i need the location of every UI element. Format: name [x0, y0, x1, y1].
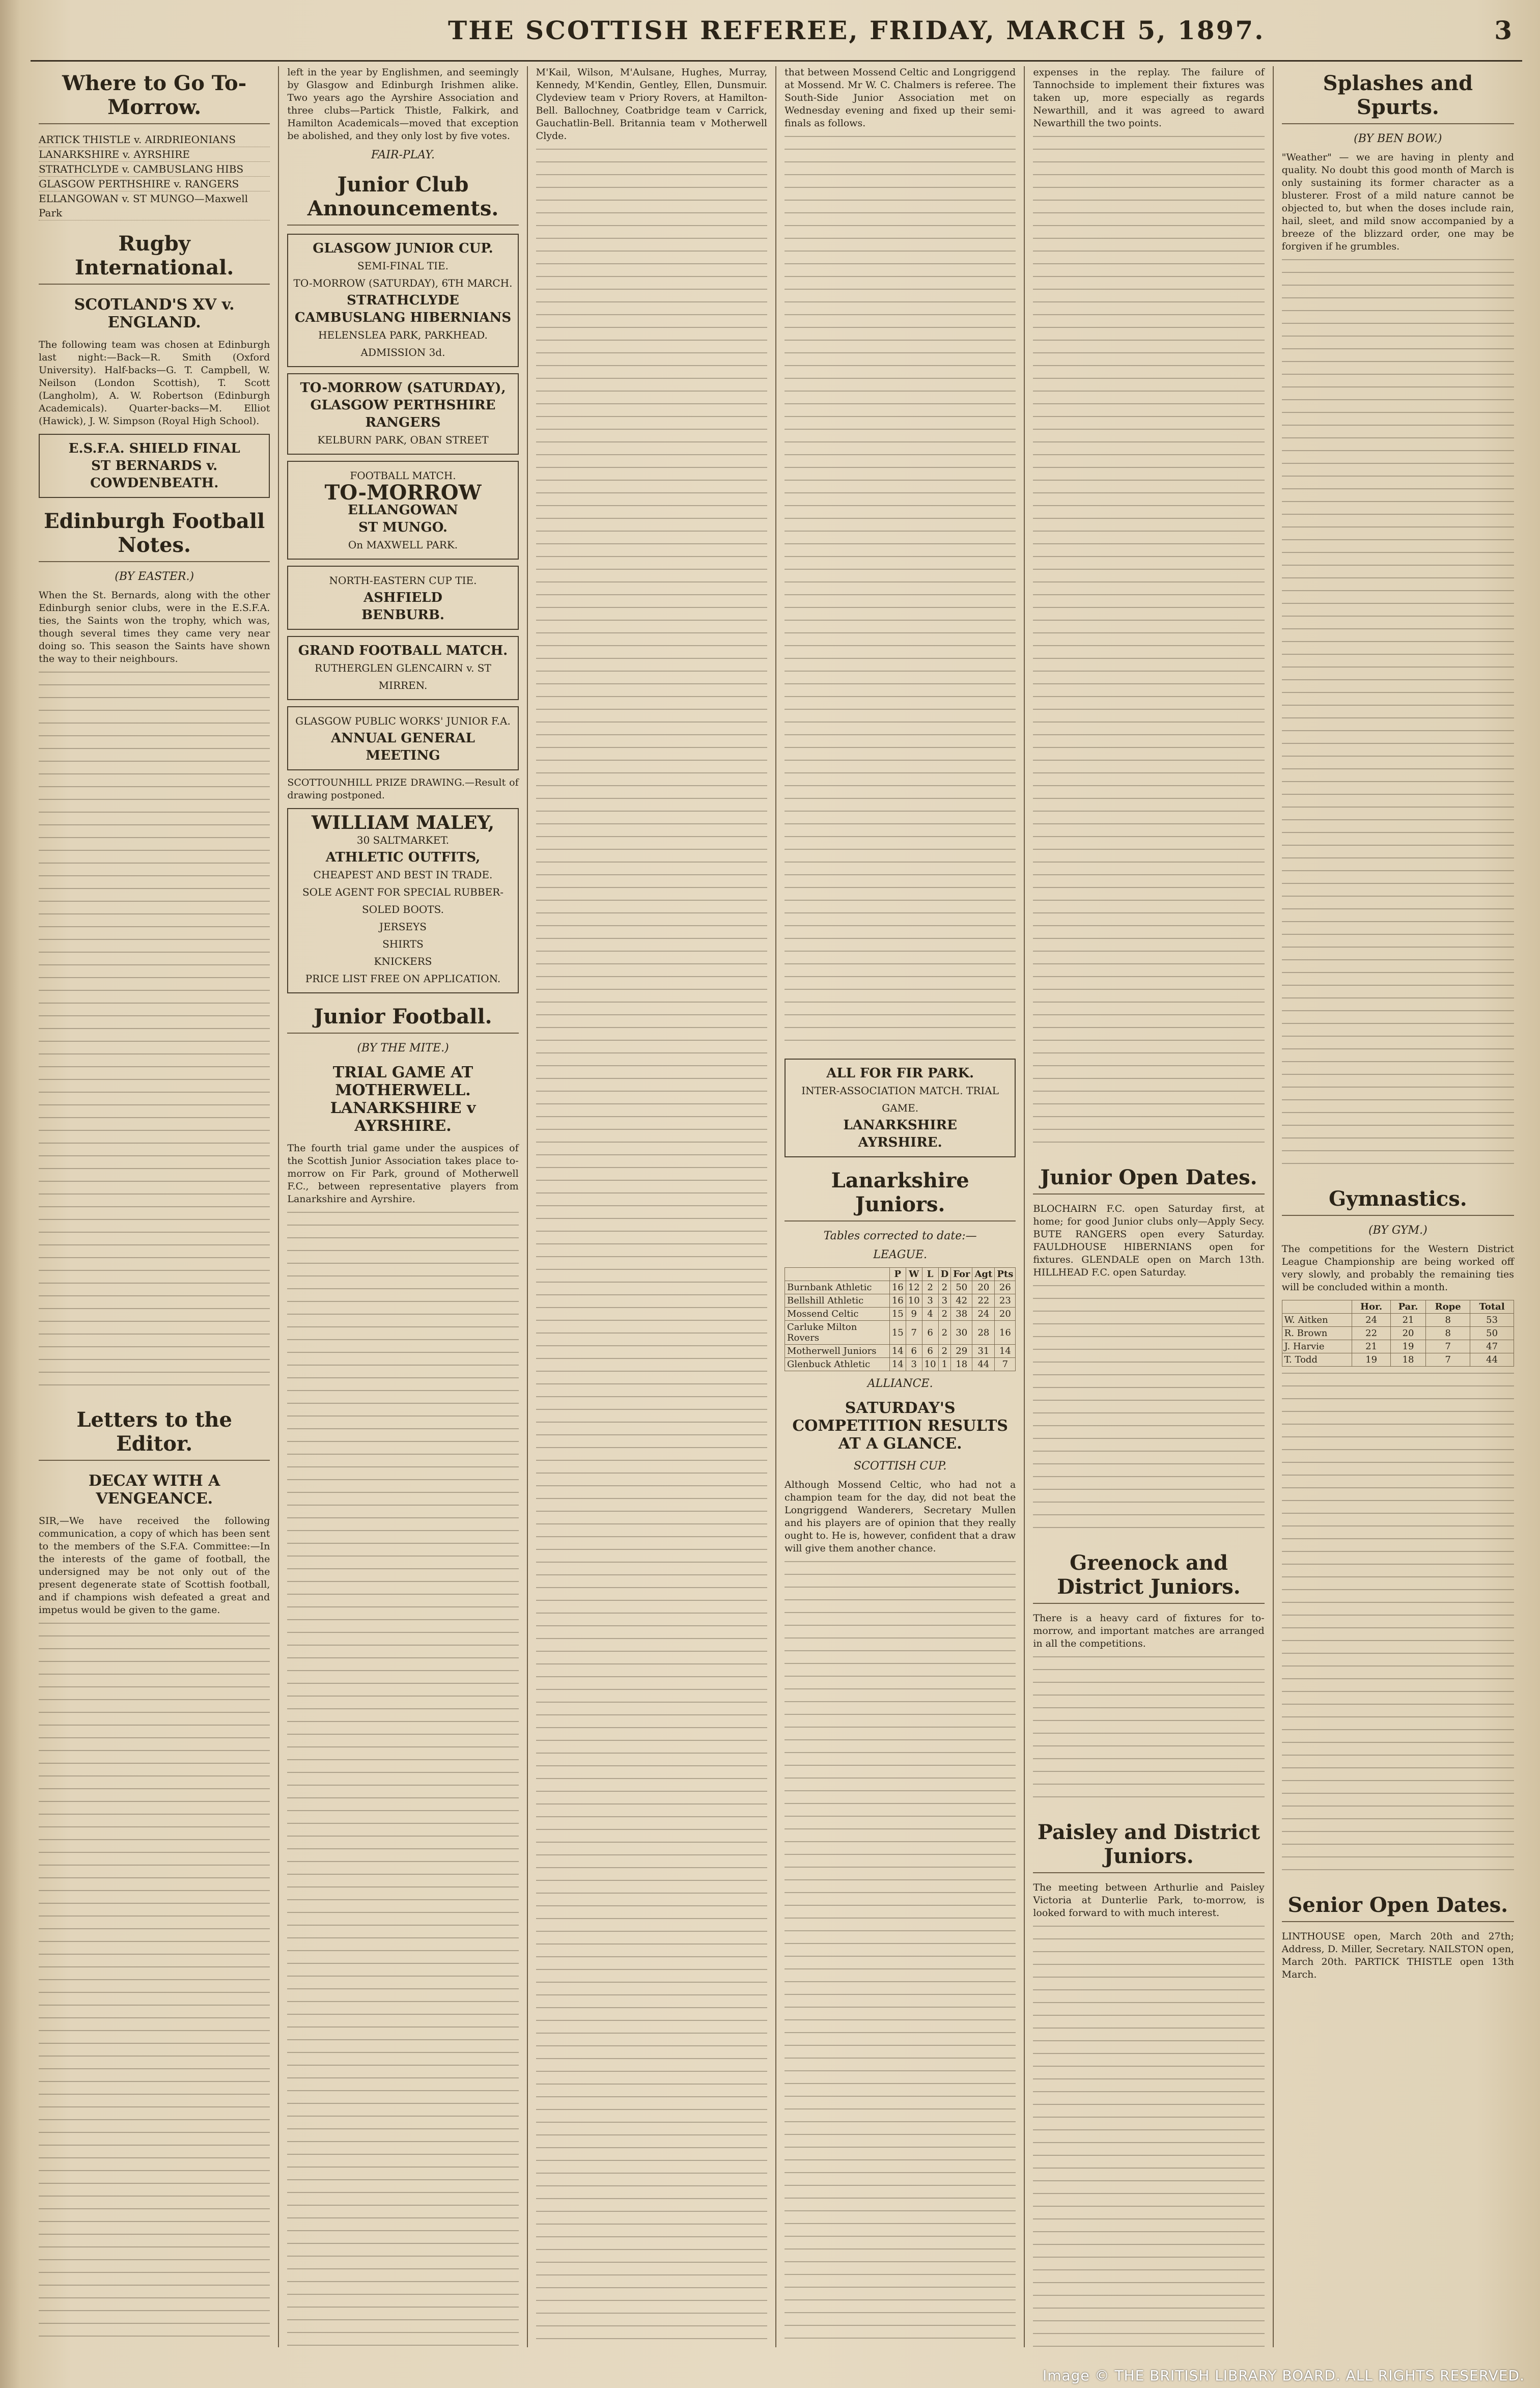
- paisley-heading: Paisley and District Juniors.: [1033, 1820, 1264, 1873]
- results-sub: SCOTTISH CUP.: [853, 1460, 947, 1473]
- junior-announcements-heading: Junior Club Announcements.: [287, 173, 518, 226]
- letters-text: SIR,—We have received the following communication, a copy of which has been sent to the members of the S.F.A. Committee:—In the interests of the game of football, the undersigned may be not only out of the present degenerate state of Scottish football, and if champions wish defeated a great and impetus would be given to the game.: [39, 1515, 270, 1616]
- text-body-block: [1033, 1926, 1264, 2347]
- rugby-subheading: SCOTLAND'S XV v. ENGLAND.: [74, 296, 235, 331]
- perth-ad-ground: KELBURN PARK, OBAN STREET: [317, 434, 489, 446]
- edinburgh-byline: (BY EASTER.): [115, 570, 194, 583]
- junior-football-sub: TRIAL GAME AT MOTHERWELL. LANARKSHIRE v AYRSHIRE.: [330, 1064, 476, 1135]
- pw-ad-title: GLASGOW PUBLIC WORKS' JUNIOR F.A.: [295, 715, 511, 727]
- maley-ad-line-1: ATHLETIC OUTFITS,: [325, 850, 481, 865]
- table-row: Glenbuck Athletic 14 3 10 1 18 44 7: [785, 1358, 1016, 1371]
- table-row: R. Brown 22 20 8 50: [1282, 1327, 1514, 1340]
- table-row: Carluke Milton Rovers 15 7 6 2 30 28 16: [785, 1321, 1016, 1345]
- column-2-intro-text: left in the year by Englishmen, and seemingly by Glasgow and Edinburgh Irishmen alike. Two years ago the Ayrshire Association and three clubs—Partick Thistle, Falkirk, and Hamilton Academicals—moved that exception be abolished, and they only lost by five votes.: [287, 67, 519, 142]
- fixture-item: LANARKSHIRE v. AYRSHIRE: [39, 147, 270, 162]
- edinburgh-heading: Edinburgh Football Notes.: [39, 509, 270, 562]
- column-4: [776, 66, 1025, 2347]
- maley-ad: [287, 808, 518, 993]
- cup-ad-ground: HELENSLEA PARK, PARKHEAD.: [318, 329, 488, 341]
- text-body-block: [1033, 1656, 1264, 1809]
- fixture-list: [39, 132, 270, 220]
- ne-ad-team-2: BENBURB.: [361, 607, 444, 623]
- cup-ad-team-2: CAMBUSLANG HIBERNIANS: [294, 310, 512, 325]
- splashes-byline: (BY BEN BOW.): [1354, 132, 1442, 145]
- gymnastics-text: The competitions for the Western District League Championship are being worked off very slowly, and probably the remaining ties will be concluded within a month.: [1281, 1243, 1514, 1293]
- table-row: Bellshill Athletic 16 10 3 3 42 22 23: [785, 1294, 1016, 1308]
- fir-park-ad-sub: INTER-ASSOCIATION MATCH. TRIAL GAME.: [801, 1085, 999, 1114]
- text-body-block: [785, 1561, 1016, 2347]
- letters-heading: Letters to the Editor.: [39, 1408, 270, 1461]
- fir-park-ad: [785, 1059, 1016, 1157]
- senior-open-dates-text: LINTHOUSE open, March 20th and 27th; Address, D. Miller, Secretary. NAILSTON open, March 20th. PARTICK THISTLE open 13th March.: [1281, 1931, 1514, 1980]
- perth-ad-team-2: RANGERS: [365, 415, 441, 430]
- signature: FAIR-PLAY.: [371, 149, 435, 161]
- junior-football-text: The fourth trial game under the auspices of the Scottish Junior Association takes place to-morrow on Fir Park, ground of Motherwell F.C., between representative players from Lanarkshire and Ayrshire.: [287, 1143, 519, 1205]
- ne-ad-team-1: ASHFIELD: [363, 590, 442, 605]
- text-body-block: [287, 1212, 518, 2347]
- ell-ad-title: FOOTBALL MATCH.: [350, 469, 456, 482]
- fir-park-ad-title: ALL FOR FIR PARK.: [826, 1066, 974, 1081]
- text-body-block: [536, 149, 767, 2347]
- grand-ad-teams: RUTHERGLEN GLENCAIRN v. ST MIRREN.: [315, 662, 491, 691]
- glasgow-cup-ad: [287, 234, 518, 367]
- cup-ad-admission: ADMISSION 3d.: [360, 346, 445, 358]
- fixture-item: GLASGOW PERTHSHIRE v. RANGERS: [39, 177, 270, 191]
- north-eastern-ad: [287, 566, 518, 630]
- grand-match-ad: [287, 636, 518, 700]
- greenock-text: There is a heavy card of fixtures for to-morrow, and important matches are arranged in all the competitions.: [1033, 1613, 1265, 1649]
- maley-ad-line-3: SOLE AGENT FOR SPECIAL RUBBER-SOLED BOOTS.: [302, 886, 503, 915]
- fir-park-ad-team-2: AYRSHIRE.: [858, 1135, 942, 1150]
- results-heading: SATURDAY'S COMPETITION RESULTS AT A GLANCE.: [792, 1399, 1008, 1453]
- results-text: Although Mossend Celtic, who had not a champion team for the day, did not beat the Longriggend Wanderers, Secretary Mullen and his players are of opinion that they really ought to. He is, however, confident that a draw will give them another chance.: [785, 1479, 1016, 1554]
- league-table: [785, 1267, 1016, 1371]
- text-body-block: [1033, 136, 1264, 1154]
- shield-ad-teams: ST BERNARDS v. COWDENBEATH.: [90, 458, 219, 491]
- greenock-heading: Greenock and District Juniors.: [1033, 1551, 1264, 1604]
- text-body-block: [785, 136, 1016, 1052]
- letters-subheading: DECAY WITH A VENGEANCE.: [88, 1471, 220, 1508]
- perthshire-ad: [287, 373, 518, 455]
- maley-ad-line-2: CHEAPEST AND BEST IN TRADE.: [313, 869, 493, 881]
- gymnastics-table: [1282, 1300, 1514, 1367]
- perth-ad-date: TO-MORROW (SATURDAY),: [300, 380, 506, 396]
- cup-ad-team-1: STRATHCLYDE: [347, 293, 459, 308]
- column-5: [1025, 66, 1273, 2347]
- grand-ad-title: GRAND FOOTBALL MATCH.: [298, 643, 508, 658]
- newspaper-title: THE SCOTTISH REFEREE, FRIDAY, MARCH 5, 1897.: [448, 15, 1265, 45]
- fixture-item: STRATHCLYDE v. CAMBUSLANG HIBS: [39, 162, 270, 177]
- maley-ad-item: KNICKERS: [374, 955, 432, 967]
- paisley-text: The meeting between Arthurlie and Paisley Victoria at Dunterlie Park, to-morrow, is looked forward to with much interest.: [1033, 1882, 1265, 1919]
- fixture-item: ELLANGOWAN v. ST MUNGO—Maxwell Park: [39, 191, 270, 220]
- rugby-text: The following team was chosen at Edinburgh last night:—Back—R. Smith (Oxford University). Half-backs—G. T. Campbell, W. Neilson (London Scottish), T. Scott (Langholm), A. W. Robertson (Edinburgh Academicals). Quarter-backs—M. Elliot (Hawick), J. W. Simpson (Royal High School).: [39, 339, 270, 427]
- league-label: LEAGUE.: [873, 1248, 928, 1261]
- ellangowan-ad: [287, 461, 518, 560]
- prize-drawing-notice: SCOTTOUNHILL PRIZE DRAWING.—Result of drawing postponed.: [287, 777, 519, 801]
- perth-ad-team-1: GLASGOW PERTHSHIRE: [310, 398, 496, 413]
- text-body-block: [39, 1623, 270, 2348]
- junior-open-dates-heading: Junior Open Dates.: [1033, 1165, 1264, 1195]
- ell-ad-ground: On MAXWELL PARK.: [348, 539, 458, 551]
- lanarkshire-sub: Tables corrected to date:—: [823, 1230, 977, 1242]
- column-6: [1274, 66, 1522, 2347]
- column-3: [528, 66, 776, 2347]
- copyright-notice: Image © THE BRITISH LIBRARY BOARD. ALL RIGHTS RESERVED.: [1042, 2367, 1525, 2384]
- table-row: Mossend Celtic 15 9 4 2 38 24 20: [785, 1308, 1016, 1321]
- cup-ad-title: GLASGOW JUNIOR CUP.: [313, 241, 493, 256]
- text-body-block: [1033, 1285, 1264, 1540]
- where-to-go-heading: Where to Go To-Morrow.: [39, 71, 270, 124]
- table-row: Burnbank Athletic 16 12 2 2 50 20 26: [785, 1281, 1016, 1294]
- maley-ad-name: WILLIAM MALEY,: [311, 812, 495, 834]
- table-row: T. Todd 19 18 7 44: [1282, 1353, 1514, 1367]
- edinburgh-text: When the St. Bernards, along with the other Edinburgh senior clubs, were in the E.S.F.A. ties, the Saints won the trophy, which was, though several times they came very near doing so. This season the Saints have shown the way to their neighbours.: [39, 590, 270, 664]
- maley-ad-price: PRICE LIST FREE ON APPLICATION.: [305, 973, 501, 985]
- senior-open-dates-heading: Senior Open Dates.: [1282, 1893, 1514, 1922]
- maley-ad-item: SHIRTS: [382, 938, 424, 950]
- column-4-intro-text: that between Mossend Celtic and Longriggend at Mossend. Mr W. C. Chalmers is referee. The South-Side Junior Association met on Wednesday evening and fixed up their semi-finals as follows.: [785, 67, 1016, 129]
- fixture-item: ARTICK THISTLE v. AIRDRIEONIANS: [39, 132, 270, 147]
- column-1: [31, 66, 279, 2347]
- column-5-intro-text: expenses in the replay. The failure of Tannochside to implement their fixtures was taken up, more especially as regards Newarthill, and it was agreed to award Newarthill the two points.: [1033, 67, 1265, 129]
- junior-football-byline: (BY THE MITE.): [357, 1042, 449, 1054]
- page-number: 3: [1494, 15, 1512, 45]
- ell-ad-team-1: ELLANGOWAN: [348, 503, 458, 518]
- shield-ad-title: E.S.F.A. SHIELD FINAL: [68, 441, 240, 456]
- junior-football-heading: Junior Football.: [287, 1005, 518, 1034]
- gymnastics-byline: (BY GYM.): [1368, 1224, 1427, 1237]
- maley-ad-item: JERSEYS: [379, 921, 427, 933]
- table-row: Motherwell Juniors 14 6 6 2 29 31 14: [785, 1345, 1016, 1358]
- junior-open-dates-text: BLOCHAIRN F.C. open Saturday first, at home; for good Junior clubs only—Apply Secy. BUTE RANGERS open every Saturday. FAULDHOUSE HIBERNIANS open for fixtures. GLENDALE open on March 13th. HILLHEAD F.C. open Saturday.: [1033, 1203, 1265, 1278]
- splashes-heading: Splashes and Spurts.: [1282, 71, 1514, 124]
- cup-ad-sub: SEMI-FINAL TIE.: [357, 260, 449, 272]
- table-row: J. Harvie 21 19 7 47: [1282, 1340, 1514, 1353]
- text-body-block: [1282, 1373, 1514, 1882]
- cup-ad-date: TO-MORROW (SATURDAY), 6TH MARCH.: [293, 277, 513, 289]
- ell-ad-team-2: ST MUNGO.: [358, 520, 447, 535]
- gymnastics-heading: Gymnastics.: [1282, 1187, 1514, 1216]
- alliance-label: ALLIANCE.: [867, 1377, 933, 1390]
- shield-final-ad: [39, 434, 270, 498]
- fir-park-ad-team-1: LANARKSHIRE: [843, 1118, 957, 1133]
- masthead: [31, 0, 1522, 62]
- ell-ad-tomorrow: TO-MORROW: [324, 481, 482, 505]
- text-body-block: [39, 672, 270, 1397]
- table-row: W. Aitken 24 21 8 53: [1282, 1314, 1514, 1327]
- ne-ad-title: NORTH-EASTERN CUP TIE.: [329, 574, 477, 587]
- text-body-block: [1282, 259, 1514, 1176]
- column-grid: [31, 66, 1522, 2347]
- splashes-text: "Weather" — we are having in plenty and quality. No doubt this good month of March is only sustaining its former character as a blusterer. Frost of a mild nature cannot be objected to, but when the doses include rain, hail, sleet, and mild snow accompanied by a breeze of the blizzard order, one may be forgiven if he grumbles.: [1281, 152, 1514, 252]
- gym-table-header: Hor. Par. Rope Total: [1282, 1300, 1514, 1314]
- rugby-heading: Rugby International.: [39, 232, 270, 285]
- maley-ad-address: 30 SALTMARKET.: [356, 834, 450, 846]
- lanarkshire-juniors-heading: Lanarkshire Juniors.: [785, 1169, 1016, 1221]
- column-2: [279, 66, 527, 2347]
- public-works-ad: [287, 706, 518, 770]
- pw-ad-text: ANNUAL GENERAL MEETING: [331, 731, 475, 763]
- team-lists-text: M'Kail, Wilson, M'Aulsane, Hughes, Murray, Kennedy, M'Kendin, Gentley, Ellen, Dunsmuir. Clydeview team v Priory Rovers, at Hamilton-Bell. Ballochney, Coatbridge team v Carrick, Gauchatlin-Bell. Britannia team v Motherwell Clyde.: [536, 67, 767, 142]
- league-table-header: P W L D For Agt Pts: [785, 1268, 1016, 1281]
